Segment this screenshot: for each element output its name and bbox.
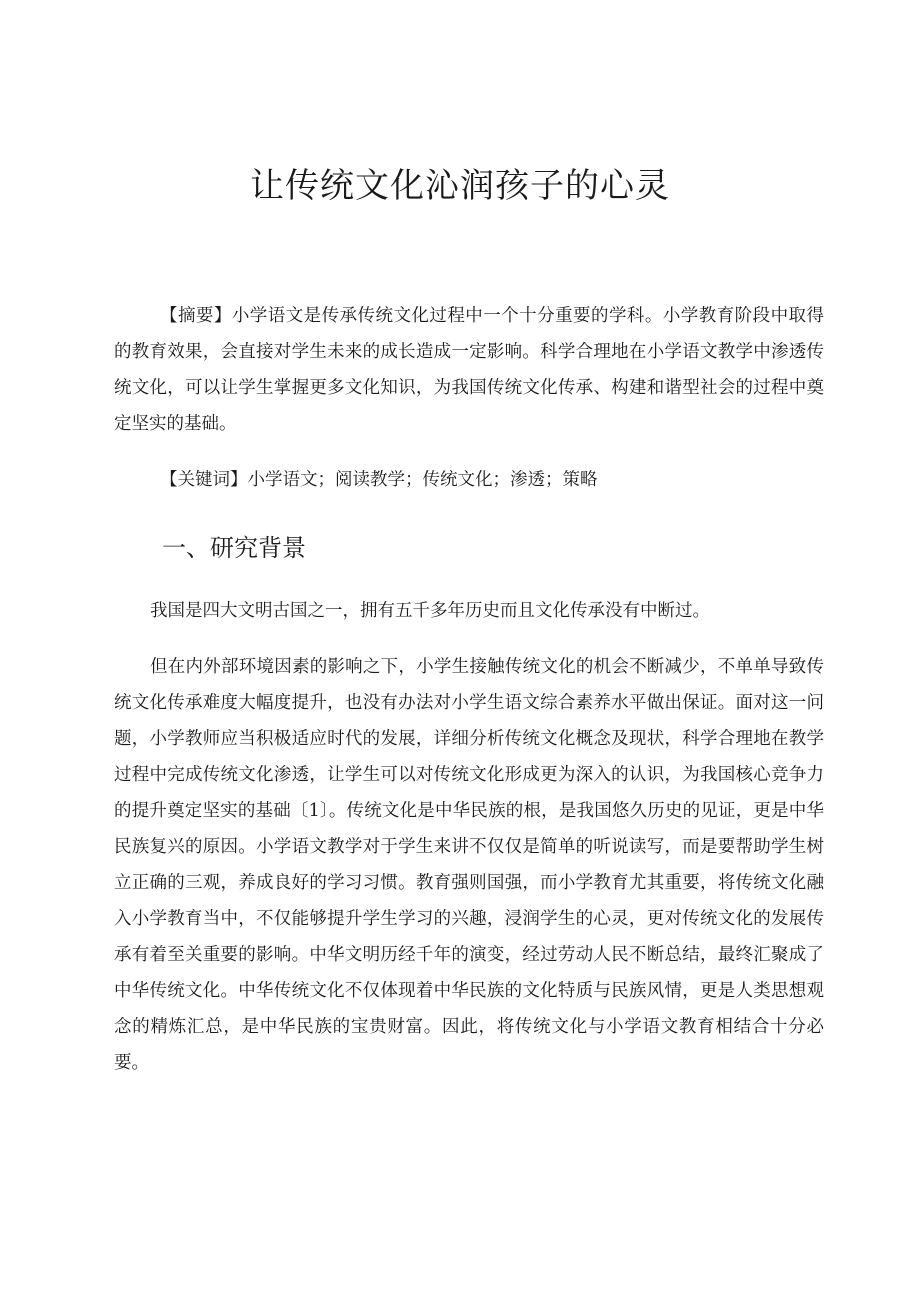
abstract-text: 小学语文是传承传统文化过程中一个十分重要的学科。小学教育阶段中取得的教育效果，会直接对学生未来的成长造成一定影响。科学合理地在小学语文教学中渗透传统文化，可以让学生掌握更多文化知识，为我国传统文化传承、构建和谐型社会的过程中奠定坚实的基础。 — [114, 306, 825, 434]
abstract-paragraph — [114, 298, 824, 442]
document-title: 让传统文化沁润孩子的心灵 — [250, 166, 670, 206]
keywords-paragraph — [114, 462, 824, 498]
keywords-text: 小学语文；阅读教学；传统文化；渗透；策略 — [247, 470, 598, 490]
abstract-label: 【摘要】 — [160, 306, 232, 326]
body-paragraph-2: 但在内外部环境因素的影响之下，小学生接触传统文化的机会不断减少，不单单导致传统文化传承难度大幅度提升，也没有办法对小学生语文综合素养水平做出保证。面对这一问题，小学教师应当积极适应时代的发展，详细分析传统文化概念及现状，科学合理地在教学过程中完成传统文化渗透，让学生可以对传统文化形成更为深入的认识，为我国核心竞争力的提升奠定坚实的基础〔1〕。传统文化是中华民族的根，是我国悠久历史的见证，更是中华民族复兴的原因。小学语文教学对于学生来讲不仅仅是简单的听说读写，而是要帮助学生树立正确的三观，养成良好的学习习惯。教育强则国强，而小学教育尤其重要，将传统文化融入小学教育当中，不仅能够提升学生学习的兴趣，浸润学生的心灵，更对传统文化的发展传承有着至关重要的影响。中华文明历经千年的演变，经过劳动人民不断总结，最终汇聚成了中华传统文化。中华传统文化不仅体现着中华民族的文化特质与民族风情，更是人类思想观念的精炼汇总，是中华民族的宝贵财富。因此，将传统文化与小学语文教育相结合十分必要。 — [114, 657, 824, 1073]
keywords-label: 【关键词】 — [160, 470, 248, 490]
body-paragraph-1: 我国是四大文明古国之一，拥有五千多年历史而且文化传承没有中断过。 — [150, 601, 710, 621]
section-heading: 一、研究背景 — [162, 534, 306, 562]
